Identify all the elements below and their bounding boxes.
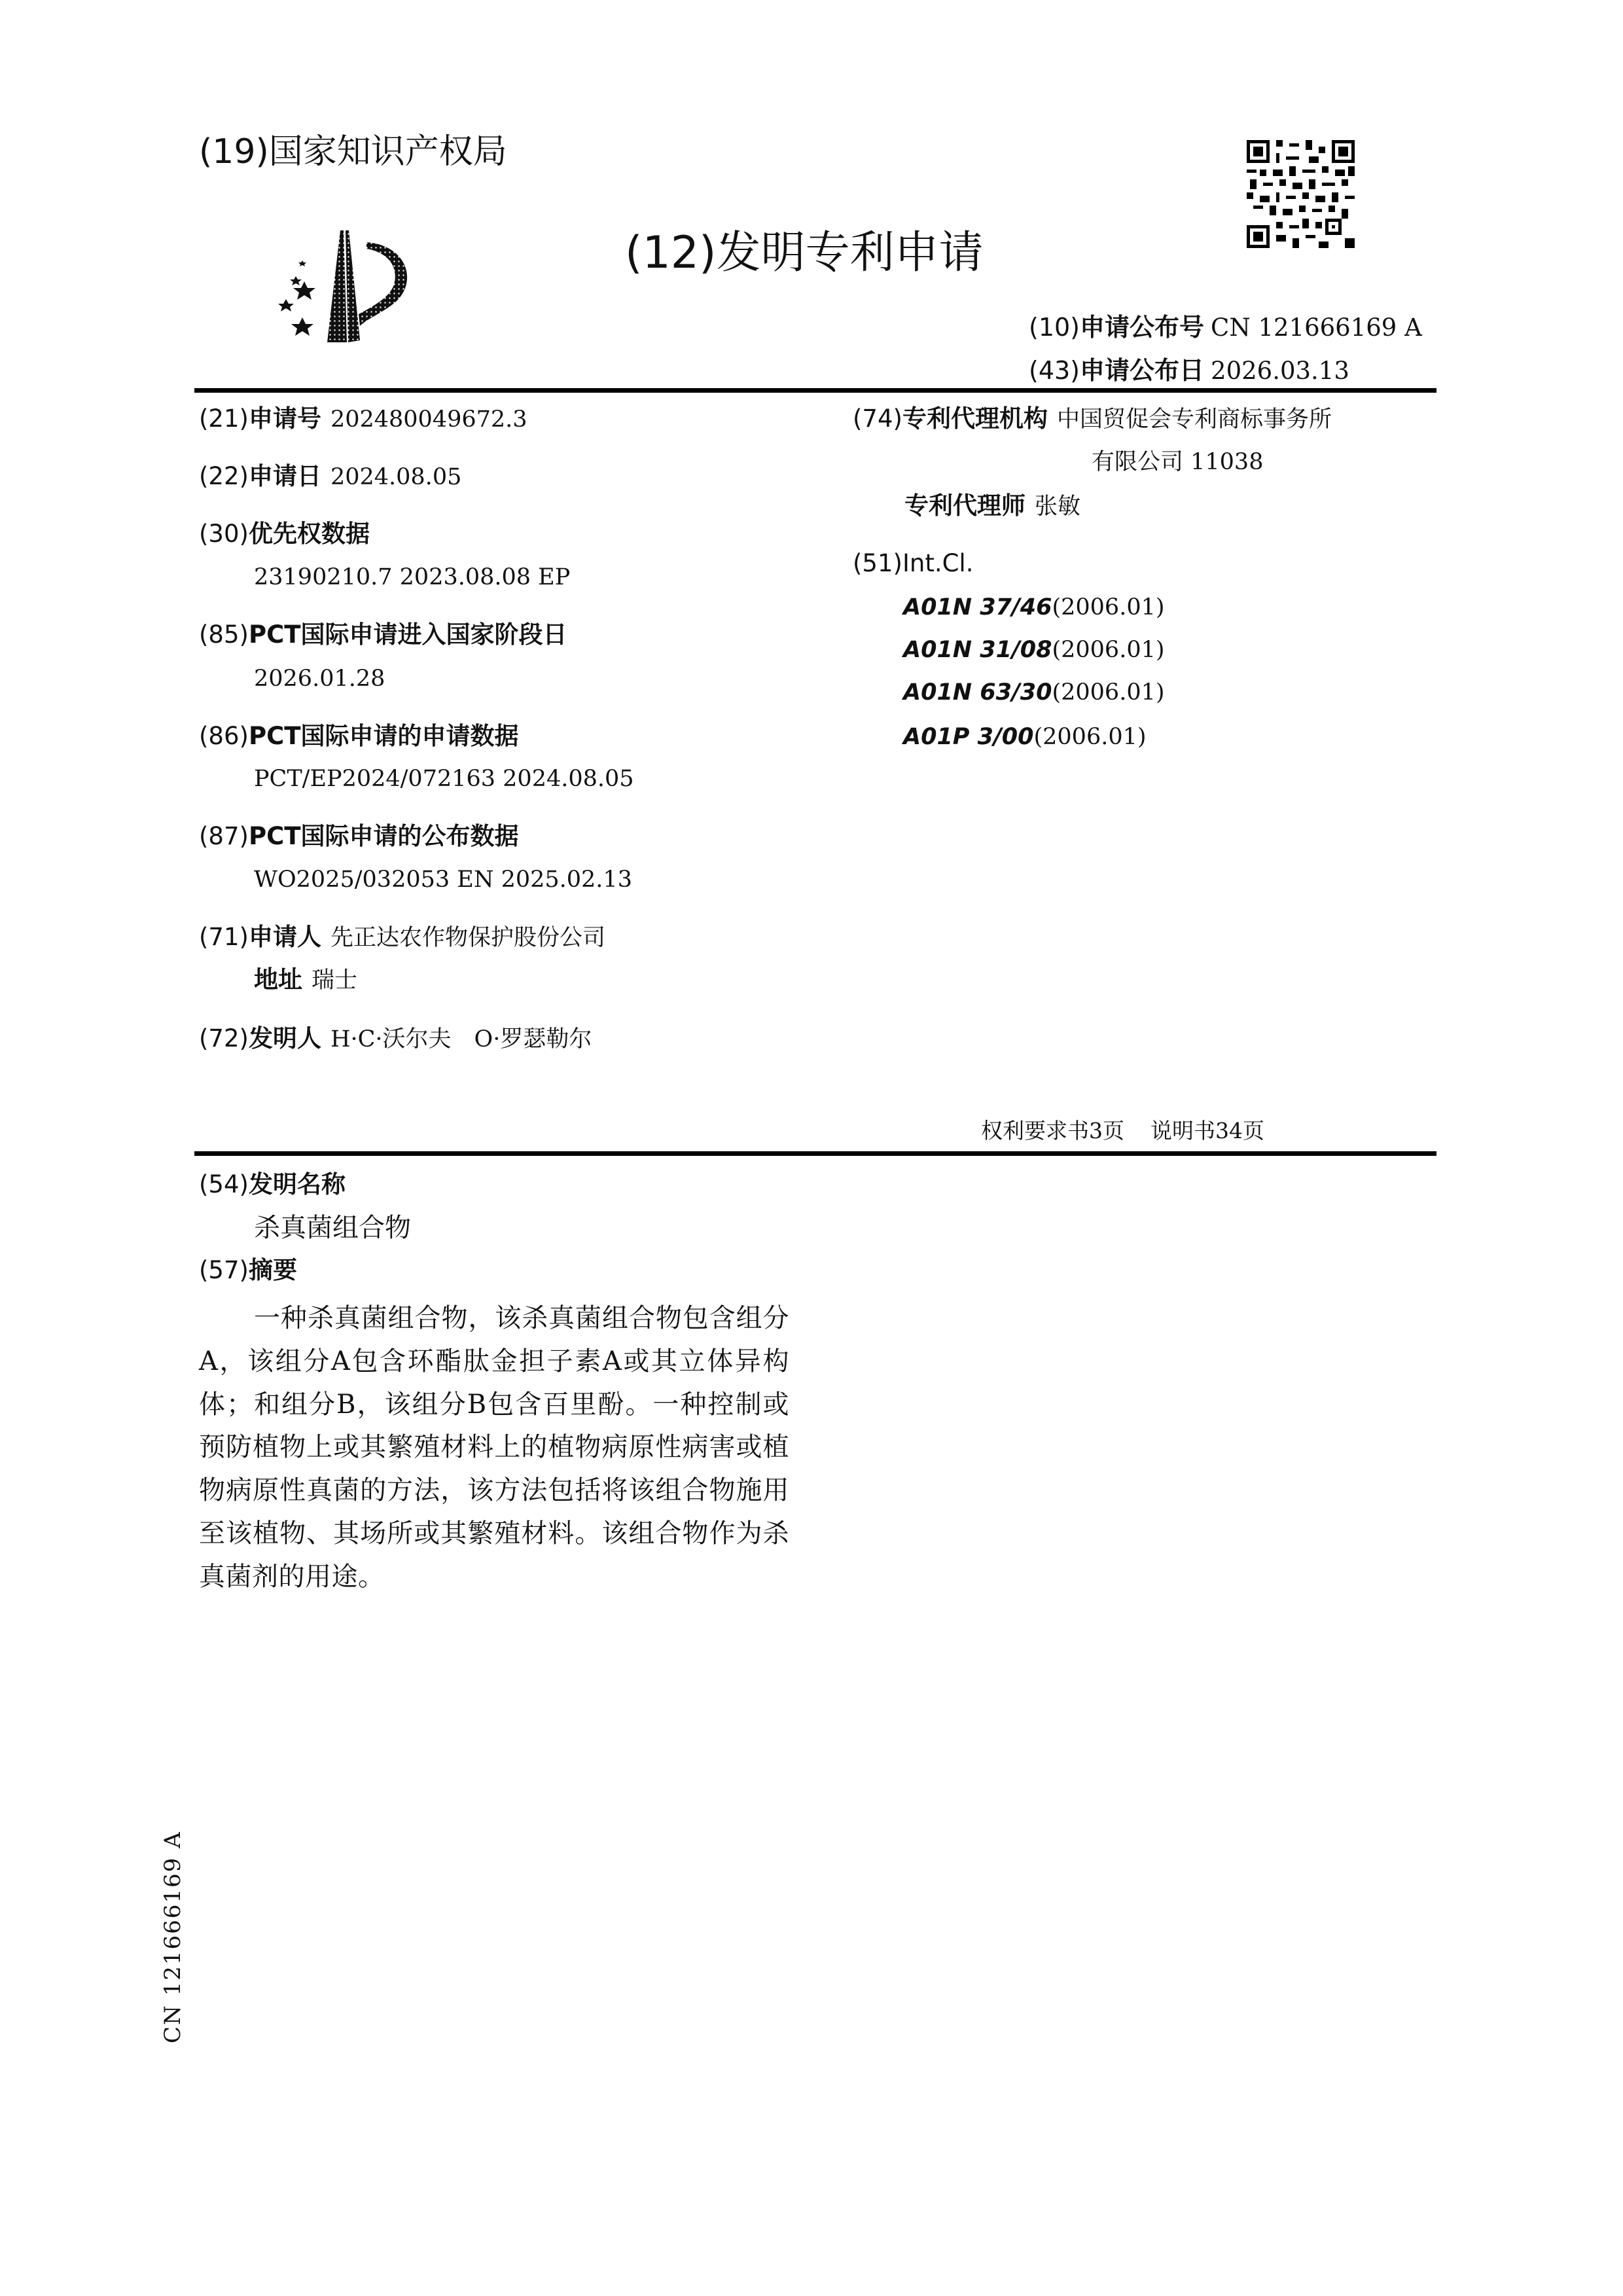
ipc-item: [903, 676, 1165, 708]
cnipa-logo-icon: [268, 223, 419, 344]
publication-date-row: [1029, 355, 1349, 387]
field-code: (86): [199, 722, 249, 750]
field-code: (51): [853, 549, 902, 577]
ipc-item: [903, 634, 1165, 666]
qr-code-icon[interactable]: [1247, 140, 1355, 248]
field-priority: [199, 518, 370, 550]
pub-number-code: (10): [1029, 313, 1080, 342]
page-counts: [981, 1117, 1264, 1145]
abstract-text: 一种杀真菌组合物，该杀真菌组合物包含组分A，该组分A包含环酯肽金担子素A或其立体异构体；和组分B，该组分B包含百里酚。一种控制或预防植物上或其繁殖材料上的植物病原性病害或植物病原性真菌的方法，该方法包括将该组合物施用至该植物、其场所或其繁殖材料。该组合物作为杀真菌剂的用途。: [199, 1303, 789, 1592]
claims-page-count: 权利要求书3页: [981, 1118, 1124, 1143]
field-value: H·C·沃尔夫 O·罗瑟勒尔: [330, 1026, 592, 1052]
ipc-item: [903, 721, 1147, 753]
ipc-version: (2006.01): [1033, 724, 1147, 750]
field-code: (85): [199, 620, 249, 649]
field-address: [254, 964, 357, 996]
field-applicant: [199, 922, 605, 954]
pct-application-value: PCT/EP2024/072163 2024.08.05: [254, 766, 634, 792]
document-type-heading: [625, 226, 984, 281]
field-ipc: [853, 548, 973, 579]
field-label: PCT国际申请的公布数据: [248, 822, 519, 850]
top-divider: [194, 388, 1436, 393]
field-value: 瑞士: [312, 967, 358, 994]
field-label: PCT国际申请的申请数据: [248, 722, 519, 750]
invention-title: 杀真菌组合物: [254, 1213, 411, 1243]
ipc-class: A01N 31/08: [903, 637, 1052, 663]
field-label: 申请日: [248, 462, 321, 490]
office-heading: [199, 131, 507, 173]
field-code: (74): [853, 404, 902, 433]
field-value: 中国贸促会专利商标事务所: [1056, 406, 1332, 433]
ipc-version: (2006.01): [1052, 679, 1165, 706]
bottom-divider: [194, 1151, 1436, 1156]
field-value: 2024.08.05: [330, 464, 462, 490]
field-code: (21): [199, 404, 249, 433]
field-label: 专利代理师: [904, 492, 1026, 520]
field-label: 地址: [254, 965, 302, 994]
field-label: 专利代理机构: [902, 404, 1048, 433]
pub-number-value: CN 121666169 A: [1211, 314, 1422, 342]
field-label: PCT国际申请进入国家阶段日: [248, 620, 567, 649]
ipc-version: (2006.01): [1052, 637, 1165, 663]
pub-number-label: 申请公布号: [1080, 313, 1205, 342]
field-pct-application: [199, 721, 518, 752]
field-label: 优先权数据: [248, 520, 370, 548]
field-label: 发明人: [248, 1024, 321, 1052]
office-code: (19): [199, 132, 269, 171]
pct-publication-value: WO2025/032053 EN 2025.02.13: [254, 867, 632, 893]
field-code: (54): [199, 1170, 249, 1198]
field-code: (87): [199, 822, 249, 850]
field-agency: [853, 403, 1332, 435]
field-code: (30): [199, 520, 249, 548]
field-application-number: [199, 403, 527, 435]
priority-value: 23190210.7 2023.08.08 EP: [254, 564, 571, 590]
field-inventors: [199, 1023, 592, 1055]
ipc-class: A01N 63/30: [903, 679, 1052, 706]
ipc-class: A01N 37/46: [903, 594, 1052, 620]
field-code: (71): [199, 923, 249, 951]
field-label: 发明名称: [248, 1170, 346, 1198]
pct-national-phase-value: 2026.01.28: [254, 666, 385, 692]
field-filing-date: [199, 461, 461, 493]
field-label: Int.Cl.: [902, 549, 974, 577]
office-name: 国家知识产权局: [268, 132, 507, 171]
side-publication-number: CN 121666169 A: [160, 1831, 186, 2043]
field-label: 申请号: [248, 404, 321, 433]
ipc-version: (2006.01): [1052, 594, 1165, 620]
pub-date-value: 2026.03.13: [1211, 357, 1349, 385]
field-code: (22): [199, 462, 249, 490]
pub-date-code: (43): [1029, 356, 1080, 385]
field-value: 202480049672.3: [330, 406, 527, 433]
field-pct-publication: [199, 821, 518, 852]
field-abstract: [199, 1255, 297, 1286]
publication-number-row: [1029, 312, 1422, 344]
field-pct-national-phase: [199, 619, 567, 651]
field-label: 摘要: [248, 1256, 297, 1284]
description-page-count: 说明书34页: [1150, 1118, 1264, 1143]
field-value: 先正达农作物保护股份公司: [330, 925, 605, 951]
field-code: (57): [199, 1256, 249, 1284]
field-value: 张敏: [1035, 493, 1081, 520]
doc-type: 发明专利申请: [716, 227, 984, 279]
doc-type-code: (12): [625, 227, 717, 279]
agency-value-line2: 有限公司 11038: [1092, 449, 1264, 475]
ipc-class: A01P 3/00: [903, 724, 1034, 750]
field-code: (72): [199, 1024, 249, 1052]
field-invention-title: [199, 1169, 346, 1200]
pub-date-label: 申请公布日: [1080, 356, 1205, 385]
ipc-item: [903, 591, 1165, 623]
field-label: 申请人: [248, 923, 321, 951]
field-agent: [904, 490, 1080, 522]
